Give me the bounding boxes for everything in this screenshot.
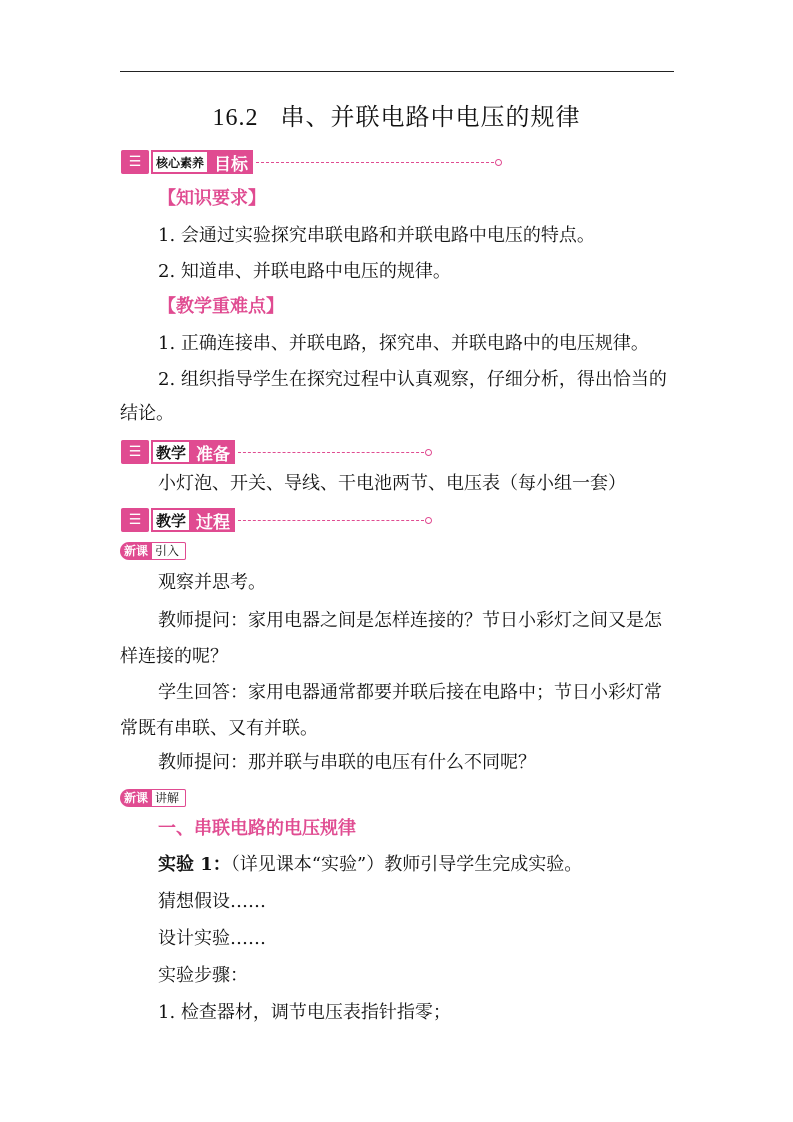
- header-rule: [120, 71, 674, 72]
- experiment-text: （详见课本“实验”）教师引导学生完成实验。: [230, 854, 583, 875]
- banner-dot: [425, 449, 432, 456]
- intro-tag-pink: 新课: [120, 542, 152, 560]
- focus-item-1: 1. 正确连接串、并联电路，探究串、并联电路中的电压规律。: [158, 333, 649, 354]
- prep-banner-pink: 准备: [191, 440, 235, 464]
- goals-banner-pink: 目标: [209, 150, 253, 174]
- prep-banner: [121, 440, 432, 464]
- process-banner-white: 教学: [151, 508, 191, 532]
- page-title: [0, 97, 793, 132]
- explain-tag-white: 讲解: [152, 789, 186, 807]
- process-banner: [121, 508, 432, 532]
- guess-text: 猜想假设……: [158, 891, 266, 912]
- banner-dash: [238, 520, 424, 521]
- books-icon: ☰: [121, 508, 149, 532]
- explain-tag: [120, 789, 186, 807]
- explain-heading: [158, 812, 714, 846]
- banner-dot: [495, 159, 502, 166]
- intro-tag: [120, 542, 186, 560]
- section-title: 串、并联电路中电压的规律: [280, 103, 581, 131]
- books-icon: ☰: [121, 440, 149, 464]
- steps-text: 实验步骤：: [158, 965, 248, 986]
- process-banner-pink: 过程: [191, 508, 235, 532]
- prep-banner-white: 教学: [151, 440, 191, 464]
- intro-p4: 教师提问：那并联与串联的电压有什么不同呢？: [158, 752, 536, 773]
- banner-dash: [256, 162, 494, 163]
- banner-dot: [425, 517, 432, 524]
- knowledge-heading: [158, 182, 714, 216]
- step-1: 1. 检查器材，调节电压表指针指零；: [158, 1002, 451, 1023]
- books-icon: ☰: [121, 150, 149, 174]
- section-number: 16.2: [212, 105, 259, 131]
- knowledge-heading-text: 【知识要求】: [158, 188, 266, 209]
- design-text: 设计实验……: [158, 928, 266, 949]
- explain-tag-pink: 新课: [120, 789, 152, 807]
- intro-tag-white: 引入: [152, 542, 186, 560]
- experiment-1: [120, 848, 676, 882]
- focus-item-2: 2. 组织指导学生在探究过程中认真观察，仔细分析，得出恰当的结论。: [120, 369, 667, 424]
- prep-text: 小灯泡、开关、导线、干电池两节、电压表（每小组一套）: [158, 473, 626, 494]
- intro-p1: 观察并思考。: [158, 572, 266, 593]
- knowledge-item-1: 1. 会通过实验探究串联电路和并联电路中电压的特点。: [158, 225, 595, 246]
- goals-banner-white: 核心素养: [151, 150, 209, 174]
- goals-banner: [121, 150, 502, 174]
- intro-p2: 教师提问：家用电器之间是怎样连接的？节日小彩灯之间又是怎样连接的呢？: [120, 610, 662, 667]
- knowledge-item-2: 2. 知道串、并联电路中电压的规律。: [158, 261, 451, 282]
- explain-heading-text: 一、串联电路的电压规律: [158, 818, 356, 839]
- banner-dash: [238, 452, 424, 453]
- focus-heading-text: 【教学重难点】: [158, 296, 284, 317]
- intro-p3: 学生回答：家用电器通常都要并联后接在电路中；节日小彩灯常常既有串联、又有并联。: [120, 682, 662, 739]
- experiment-label: 实验 1：: [158, 854, 231, 875]
- focus-heading: [158, 290, 714, 324]
